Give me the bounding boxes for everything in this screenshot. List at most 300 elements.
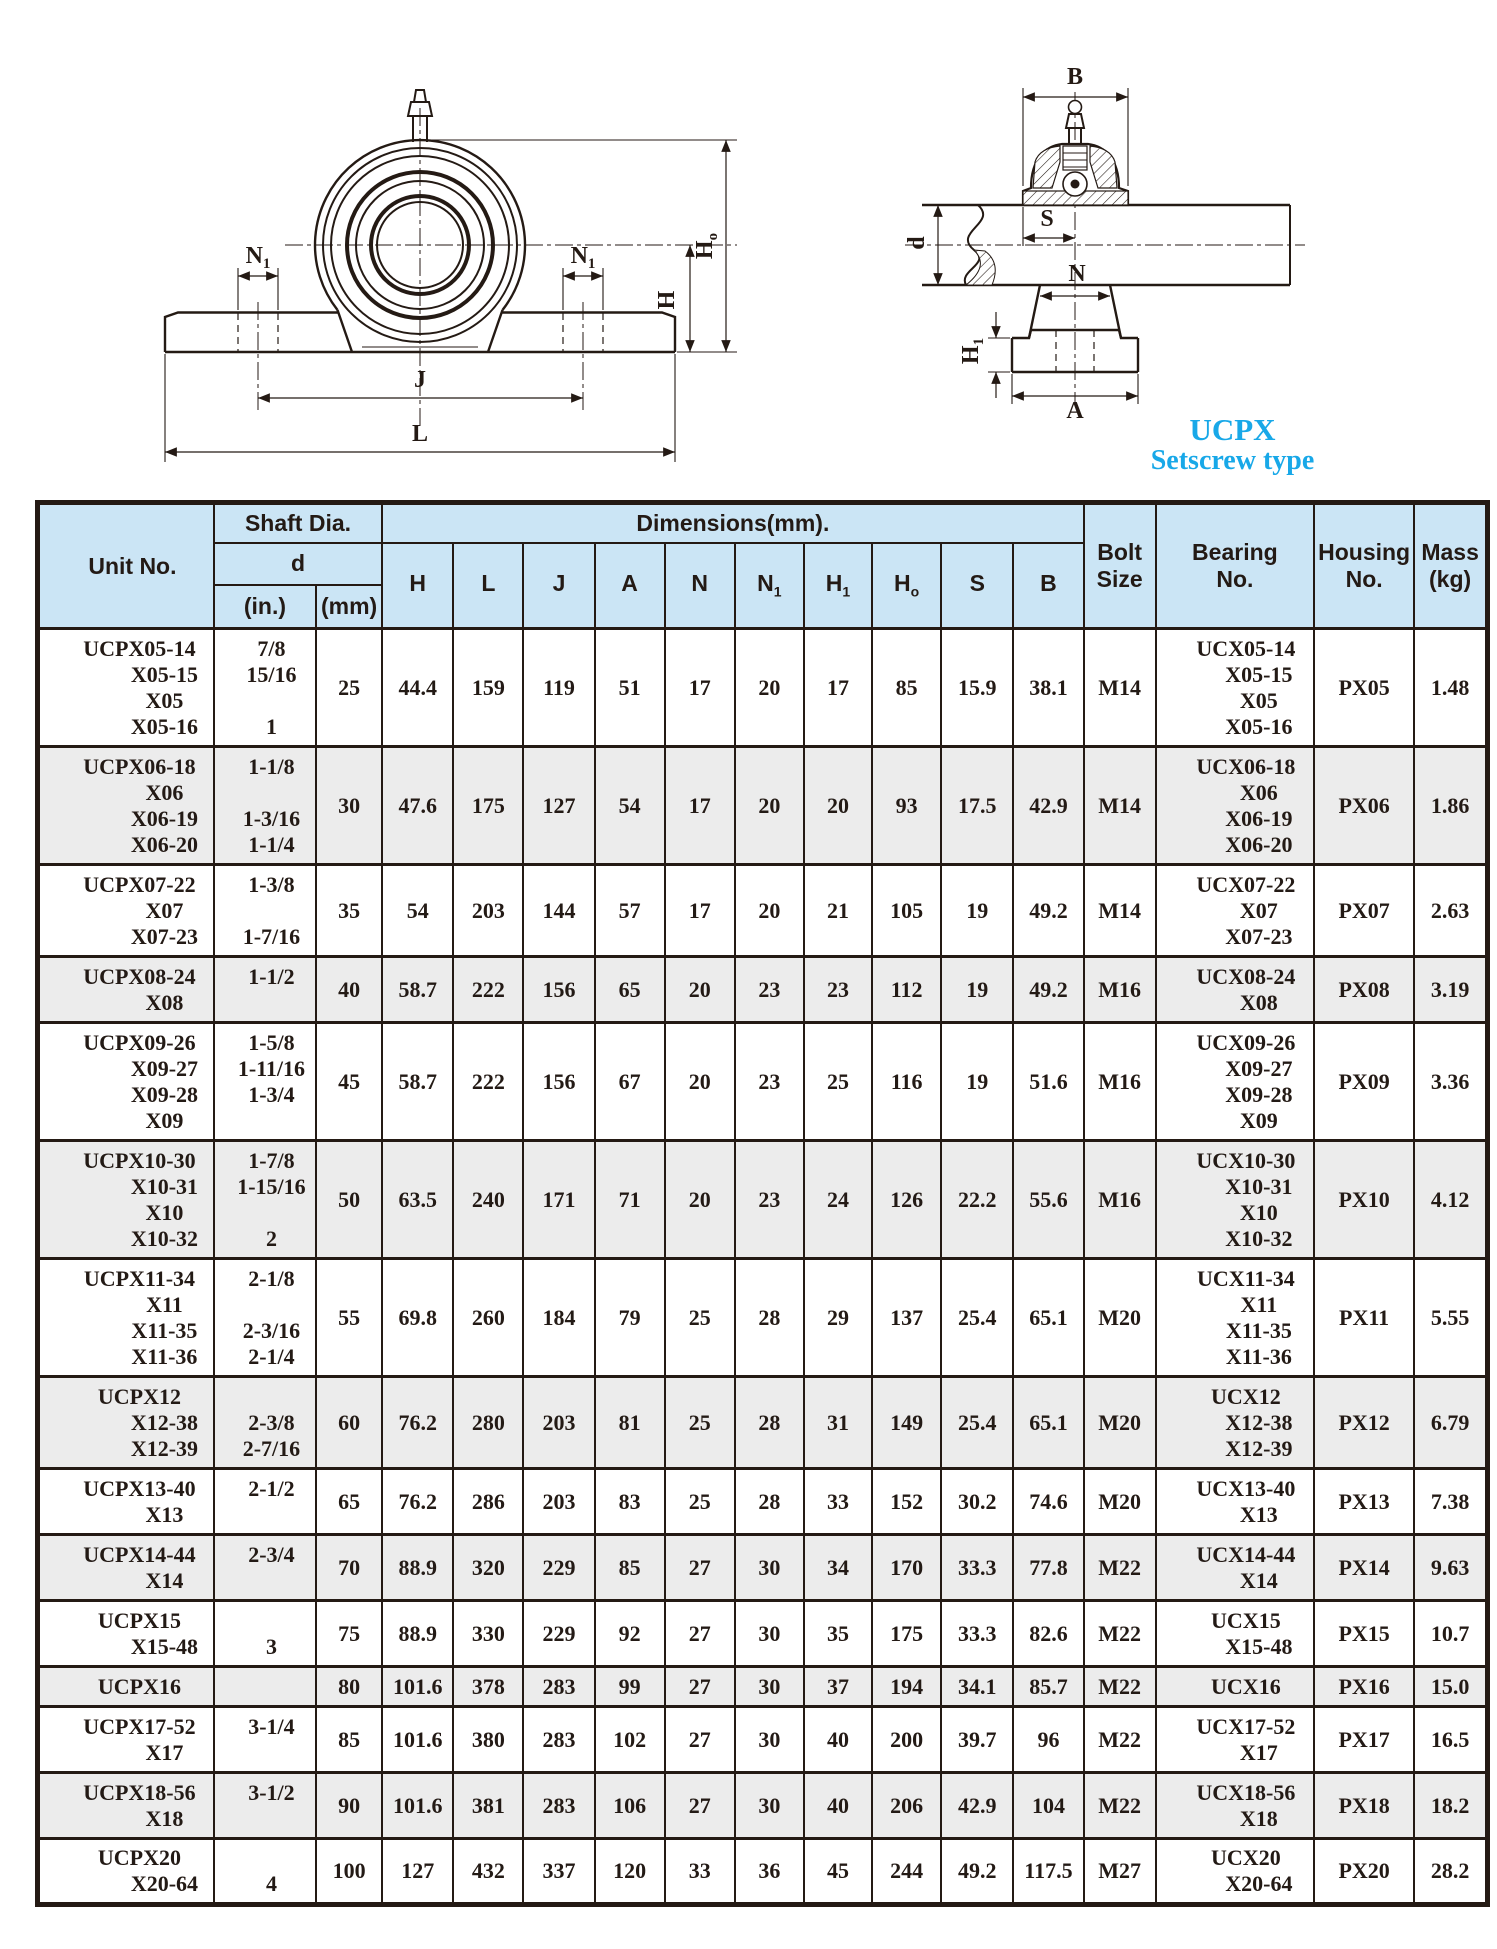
cell-dim-h: 54	[382, 865, 453, 957]
cell-housing-no: PX10	[1314, 1141, 1414, 1259]
cell-bearing-no: UCX17-52 X17	[1156, 1707, 1314, 1773]
cell-dim-s: 19	[941, 1023, 1013, 1141]
cell-dim-n1: 28	[735, 1469, 804, 1535]
header-mm: (mm)	[316, 585, 382, 629]
cell-unit-no: UCPX14-44 X14	[38, 1535, 214, 1601]
cell-shaft-dia-in: 7/8 15/16 1	[214, 629, 316, 747]
cell-dim-j: 156	[523, 1023, 594, 1141]
cell-dim-l: 378	[453, 1667, 523, 1707]
cell-shaft-dia-in: 3	[214, 1601, 316, 1667]
cell-dim-ho: 137	[872, 1259, 941, 1377]
cell-dim-a: 83	[595, 1469, 665, 1535]
series-name: UCPX	[1189, 412, 1276, 447]
header-d: d	[214, 543, 382, 585]
cell-mass: 10.7	[1414, 1601, 1487, 1667]
cell-unit-no: UCPX06-18 X06 X06-19 X06-20	[38, 747, 214, 865]
cell-dim-b: 77.8	[1013, 1535, 1083, 1601]
dim-label-n1-right: $N_1$	[570, 243, 596, 272]
cell-shaft-dia-in	[214, 1667, 316, 1707]
dim-label-n1-left: $N_1$	[245, 243, 271, 272]
header-dim-H: H	[382, 543, 453, 629]
cell-dim-a: 102	[595, 1707, 665, 1773]
cell-dim-n: 27	[665, 1601, 735, 1667]
cell-shaft-dia-mm: 30	[316, 747, 382, 865]
cell-dim-h1: 31	[804, 1377, 872, 1469]
cell-dim-a: 51	[595, 629, 665, 747]
table-row	[38, 1377, 1488, 1469]
header-dim-H1: $H_1$	[804, 543, 872, 629]
cell-dim-n: 20	[665, 1141, 735, 1259]
cell-dim-s: 25.4	[941, 1377, 1013, 1469]
cell-bearing-no: UCX20 X20-64	[1156, 1839, 1314, 1905]
cell-dim-n1: 20	[735, 747, 804, 865]
cell-dim-ho: 206	[872, 1773, 941, 1839]
cell-dim-h: 127	[382, 1839, 453, 1905]
cell-dim-b: 55.6	[1013, 1141, 1083, 1259]
cell-bolt-size: M22	[1084, 1707, 1156, 1773]
cell-housing-no: PX15	[1314, 1601, 1414, 1667]
cell-dim-ho: 244	[872, 1839, 941, 1905]
cell-dim-ho: 152	[872, 1469, 941, 1535]
cell-mass: 1.48	[1414, 629, 1487, 747]
cell-bearing-no: UCX16	[1156, 1667, 1314, 1707]
cell-shaft-dia-mm: 80	[316, 1667, 382, 1707]
cell-shaft-dia-mm: 90	[316, 1773, 382, 1839]
cell-dim-ho: 170	[872, 1535, 941, 1601]
cell-dim-b: 104	[1013, 1773, 1083, 1839]
cell-dim-h1: 34	[804, 1535, 872, 1601]
cell-dim-a: 79	[595, 1259, 665, 1377]
cell-dim-l: 203	[453, 865, 523, 957]
cell-dim-a: 57	[595, 865, 665, 957]
cell-mass: 6.79	[1414, 1377, 1487, 1469]
cell-bearing-no: UCX06-18 X06 X06-19 X06-20	[1156, 747, 1314, 865]
cell-dim-n: 20	[665, 1023, 735, 1141]
cell-dim-h1: 23	[804, 957, 872, 1023]
cell-dim-n1: 20	[735, 865, 804, 957]
cell-dim-ho: 105	[872, 865, 941, 957]
dim-label-h1: $H_1$	[958, 337, 987, 365]
cell-housing-no: PX14	[1314, 1535, 1414, 1601]
cell-dim-h: 88.9	[382, 1601, 453, 1667]
header-dim-B: B	[1013, 543, 1083, 629]
cell-dim-b: 74.6	[1013, 1469, 1083, 1535]
cell-dim-b: 96	[1013, 1707, 1083, 1773]
cell-dim-ho: 194	[872, 1667, 941, 1707]
cell-dim-n: 27	[665, 1707, 735, 1773]
dim-label-l: L	[411, 421, 429, 447]
cell-bearing-no: UCX05-14 X05-15 X05 X05-16	[1156, 629, 1314, 747]
header-dim-Ho: $H_o$	[872, 543, 941, 629]
cell-dim-ho: 85	[872, 629, 941, 747]
cell-dim-h: 69.8	[382, 1259, 453, 1377]
cell-mass: 2.63	[1414, 865, 1487, 957]
cell-dim-j: 119	[523, 629, 594, 747]
cell-dim-h: 47.6	[382, 747, 453, 865]
cell-bolt-size: M22	[1084, 1535, 1156, 1601]
cell-bolt-size: M14	[1084, 629, 1156, 747]
cell-dim-l: 280	[453, 1377, 523, 1469]
header-dim-S: S	[941, 543, 1013, 629]
cell-bearing-no: UCX10-30 X10-31 X10 X10-32	[1156, 1141, 1314, 1259]
cell-dim-j: 203	[523, 1377, 594, 1469]
cell-dim-j: 283	[523, 1707, 594, 1773]
cell-bolt-size: M14	[1084, 865, 1156, 957]
header-dim-N: N	[665, 543, 735, 629]
cell-dim-s: 19	[941, 957, 1013, 1023]
cell-housing-no: PX11	[1314, 1259, 1414, 1377]
cell-bearing-no: UCX12 X12-38 X12-39	[1156, 1377, 1314, 1469]
cell-dim-j: 127	[523, 747, 594, 865]
cell-dim-b: 49.2	[1013, 865, 1083, 957]
dim-label-a: A	[1066, 398, 1084, 424]
cell-dim-s: 42.9	[941, 1773, 1013, 1839]
cell-dim-n1: 23	[735, 1023, 804, 1141]
cell-shaft-dia-mm: 85	[316, 1707, 382, 1773]
cell-mass: 9.63	[1414, 1535, 1487, 1601]
table-row	[38, 747, 1488, 865]
cell-shaft-dia-in: 2-3/4	[214, 1535, 316, 1601]
dim-label-s: S	[1040, 206, 1054, 232]
header-dim-L: L	[453, 543, 523, 629]
series-caption	[1125, 414, 1340, 476]
series-type: Setscrew type	[1150, 445, 1315, 476]
cell-dim-h: 44.4	[382, 629, 453, 747]
cell-dim-a: 65	[595, 957, 665, 1023]
cell-dim-l: 222	[453, 957, 523, 1023]
header-dim-J: J	[523, 543, 594, 629]
cell-shaft-dia-mm: 50	[316, 1141, 382, 1259]
cell-bolt-size: M22	[1084, 1773, 1156, 1839]
cell-unit-no: UCPX20 X20-64	[38, 1839, 214, 1905]
table-row	[38, 1141, 1488, 1259]
cell-dim-b: 85.7	[1013, 1667, 1083, 1707]
cell-dim-n1: 23	[735, 1141, 804, 1259]
header-bolt-size: Bolt Size	[1084, 503, 1156, 629]
cell-dim-l: 380	[453, 1707, 523, 1773]
cell-dim-a: 67	[595, 1023, 665, 1141]
cell-shaft-dia-in: 2-3/8 2-7/16	[214, 1377, 316, 1469]
cell-dim-h: 88.9	[382, 1535, 453, 1601]
cell-dim-h1: 40	[804, 1707, 872, 1773]
cell-dim-n1: 28	[735, 1259, 804, 1377]
cell-bearing-no: UCX07-22 X07 X07-23	[1156, 865, 1314, 957]
cell-dim-l: 260	[453, 1259, 523, 1377]
cell-bolt-size: M22	[1084, 1601, 1156, 1667]
cell-dim-l: 286	[453, 1469, 523, 1535]
cell-dim-s: 34.1	[941, 1667, 1013, 1707]
cell-dim-h: 58.7	[382, 1023, 453, 1141]
cell-dim-ho: 175	[872, 1601, 941, 1667]
cell-dim-j: 229	[523, 1601, 594, 1667]
cell-dim-s: 33.3	[941, 1535, 1013, 1601]
cell-housing-no: PX06	[1314, 747, 1414, 865]
cell-dim-ho: 126	[872, 1141, 941, 1259]
cell-shaft-dia-in: 2-1/2	[214, 1469, 316, 1535]
cell-dim-h1: 35	[804, 1601, 872, 1667]
cell-shaft-dia-mm: 25	[316, 629, 382, 747]
cell-bolt-size: M20	[1084, 1377, 1156, 1469]
cell-housing-no: PX16	[1314, 1667, 1414, 1707]
cell-unit-no: UCPX09-26 X09-27 X09-28 X09	[38, 1023, 214, 1141]
cell-mass: 7.38	[1414, 1469, 1487, 1535]
side-view-drawing	[850, 35, 1320, 455]
cell-bolt-size: M16	[1084, 957, 1156, 1023]
header-shaft-dia: Shaft Dia.	[214, 503, 382, 543]
cell-dim-l: 159	[453, 629, 523, 747]
table-row	[38, 1259, 1488, 1377]
cell-dim-n1: 23	[735, 957, 804, 1023]
cell-bearing-no: UCX13-40 X13	[1156, 1469, 1314, 1535]
cell-dim-n1: 20	[735, 629, 804, 747]
cell-shaft-dia-in: 1-5/8 1-11/16 1-3/4	[214, 1023, 316, 1141]
cell-dim-h: 76.2	[382, 1377, 453, 1469]
cell-shaft-dia-mm: 55	[316, 1259, 382, 1377]
cell-bearing-no: UCX14-44 X14	[1156, 1535, 1314, 1601]
cell-dim-n: 17	[665, 747, 735, 865]
cell-mass: 5.55	[1414, 1259, 1487, 1377]
cell-dim-a: 92	[595, 1601, 665, 1667]
cell-unit-no: UCPX16	[38, 1667, 214, 1707]
cell-housing-no: PX07	[1314, 865, 1414, 957]
cell-dim-ho: 149	[872, 1377, 941, 1469]
table-row	[38, 1667, 1488, 1707]
cell-unit-no: UCPX15 X15-48	[38, 1601, 214, 1667]
cell-mass: 18.2	[1414, 1773, 1487, 1839]
cell-unit-no: UCPX18-56 X18	[38, 1773, 214, 1839]
dim-label-d: d	[904, 236, 930, 250]
cell-dim-b: 65.1	[1013, 1259, 1083, 1377]
front-view-drawing	[140, 35, 760, 480]
dim-label-n: N	[1068, 261, 1086, 287]
dim-label-h: H	[654, 290, 680, 310]
cell-mass: 16.5	[1414, 1707, 1487, 1773]
cell-dim-a: 99	[595, 1667, 665, 1707]
cell-dim-s: 33.3	[941, 1601, 1013, 1667]
cell-shaft-dia-mm: 100	[316, 1839, 382, 1905]
cell-dim-l: 320	[453, 1535, 523, 1601]
dim-label-j: J	[414, 367, 426, 393]
cell-dim-b: 65.1	[1013, 1377, 1083, 1469]
cell-shaft-dia-mm: 60	[316, 1377, 382, 1469]
cell-dim-n1: 30	[735, 1707, 804, 1773]
cell-mass: 1.86	[1414, 747, 1487, 865]
cell-dim-b: 38.1	[1013, 629, 1083, 747]
cell-shaft-dia-in: 3-1/4	[214, 1707, 316, 1773]
cell-shaft-dia-mm: 45	[316, 1023, 382, 1141]
header-dim-N1: $N_1$	[735, 543, 804, 629]
cell-dim-h1: 29	[804, 1259, 872, 1377]
cell-housing-no: PX17	[1314, 1707, 1414, 1773]
cell-bearing-no: UCX11-34 X11 X11-35 X11-36	[1156, 1259, 1314, 1377]
cell-dim-s: 49.2	[941, 1839, 1013, 1905]
cell-dim-a: 120	[595, 1839, 665, 1905]
cell-shaft-dia-mm: 70	[316, 1535, 382, 1601]
cell-dim-j: 283	[523, 1667, 594, 1707]
cell-unit-no: UCPX07-22 X07 X07-23	[38, 865, 214, 957]
cell-bolt-size: M22	[1084, 1667, 1156, 1707]
cell-dim-n: 25	[665, 1377, 735, 1469]
table-row	[38, 957, 1488, 1023]
cell-dim-s: 19	[941, 865, 1013, 957]
cell-unit-no: UCPX10-30 X10-31 X10 X10-32	[38, 1141, 214, 1259]
cell-dim-h1: 20	[804, 747, 872, 865]
cell-dim-s: 30.2	[941, 1469, 1013, 1535]
cell-dim-n1: 36	[735, 1839, 804, 1905]
header-dim-A: A	[595, 543, 665, 629]
cell-dim-l: 330	[453, 1601, 523, 1667]
header-in: (in.)	[214, 585, 316, 629]
cell-bolt-size: M16	[1084, 1141, 1156, 1259]
cell-mass: 28.2	[1414, 1839, 1487, 1905]
cell-dim-a: 54	[595, 747, 665, 865]
cell-housing-no: PX09	[1314, 1023, 1414, 1141]
cell-dim-h1: 33	[804, 1469, 872, 1535]
cell-dim-h: 76.2	[382, 1469, 453, 1535]
cell-unit-no: UCPX08-24 X08	[38, 957, 214, 1023]
cell-housing-no: PX08	[1314, 957, 1414, 1023]
cell-bearing-no: UCX15 X15-48	[1156, 1601, 1314, 1667]
table-row	[38, 1601, 1488, 1667]
cell-shaft-dia-mm: 35	[316, 865, 382, 957]
cell-dim-s: 39.7	[941, 1707, 1013, 1773]
cell-dim-l: 432	[453, 1839, 523, 1905]
cell-dim-n: 25	[665, 1469, 735, 1535]
header-unit-no: Unit No.	[38, 503, 214, 629]
cell-dim-j: 171	[523, 1141, 594, 1259]
cell-dim-s: 15.9	[941, 629, 1013, 747]
cell-unit-no: UCPX17-52 X17	[38, 1707, 214, 1773]
cell-dim-b: 82.6	[1013, 1601, 1083, 1667]
cell-bolt-size: M16	[1084, 1023, 1156, 1141]
cell-shaft-dia-in: 3-1/2	[214, 1773, 316, 1839]
cell-dim-n: 27	[665, 1667, 735, 1707]
cell-shaft-dia-mm: 40	[316, 957, 382, 1023]
cell-dim-j: 184	[523, 1259, 594, 1377]
cell-dim-n: 17	[665, 629, 735, 747]
cell-bearing-no: UCX09-26 X09-27 X09-28 X09	[1156, 1023, 1314, 1141]
table-row	[38, 865, 1488, 957]
cell-dim-l: 175	[453, 747, 523, 865]
cell-bolt-size: M20	[1084, 1469, 1156, 1535]
cell-dim-n: 27	[665, 1535, 735, 1601]
cell-shaft-dia-in: 1-7/8 1-15/16 2	[214, 1141, 316, 1259]
dim-label-b: B	[1066, 64, 1084, 90]
cell-bolt-size: M27	[1084, 1839, 1156, 1905]
cell-dim-ho: 112	[872, 957, 941, 1023]
table-row	[38, 1023, 1488, 1141]
cell-dim-n1: 30	[735, 1773, 804, 1839]
table-row	[38, 1469, 1488, 1535]
cell-dim-n: 33	[665, 1839, 735, 1905]
cell-dim-j: 144	[523, 865, 594, 957]
cell-dim-h1: 17	[804, 629, 872, 747]
header-bearing-no: Bearing No.	[1156, 503, 1314, 629]
cell-mass: 3.36	[1414, 1023, 1487, 1141]
cell-mass: 15.0	[1414, 1667, 1487, 1707]
cell-unit-no: UCPX11-34 X11 X11-35 X11-36	[38, 1259, 214, 1377]
table-row	[38, 629, 1488, 747]
table-row	[38, 1535, 1488, 1601]
cell-mass: 4.12	[1414, 1141, 1487, 1259]
cell-dim-h1: 40	[804, 1773, 872, 1839]
cell-dim-b: 42.9	[1013, 747, 1083, 865]
cell-shaft-dia-in: 2-1/8 2-3/16 2-1/4	[214, 1259, 316, 1377]
cell-unit-no: UCPX13-40 X13	[38, 1469, 214, 1535]
cell-dim-n1: 28	[735, 1377, 804, 1469]
header-dimensions: Dimensions(mm).	[382, 503, 1083, 543]
cell-bolt-size: M20	[1084, 1259, 1156, 1377]
cell-dim-h: 63.5	[382, 1141, 453, 1259]
cell-bearing-no: UCX18-56 X18	[1156, 1773, 1314, 1839]
cell-dim-b: 117.5	[1013, 1839, 1083, 1905]
cell-shaft-dia-in: 1-1/8 1-3/16 1-1/4	[214, 747, 316, 865]
cell-dim-n: 27	[665, 1773, 735, 1839]
cell-dim-h: 101.6	[382, 1667, 453, 1707]
cell-dim-h1: 45	[804, 1839, 872, 1905]
cell-mass: 3.19	[1414, 957, 1487, 1023]
cell-housing-no: PX20	[1314, 1839, 1414, 1905]
cell-housing-no: PX12	[1314, 1377, 1414, 1469]
cell-dim-b: 51.6	[1013, 1023, 1083, 1141]
cell-dim-a: 85	[595, 1535, 665, 1601]
cell-dim-n: 20	[665, 957, 735, 1023]
cell-shaft-dia-mm: 75	[316, 1601, 382, 1667]
cell-dim-b: 49.2	[1013, 957, 1083, 1023]
cell-dim-j: 156	[523, 957, 594, 1023]
cell-dim-s: 25.4	[941, 1259, 1013, 1377]
cell-dim-ho: 116	[872, 1023, 941, 1141]
cell-housing-no: PX13	[1314, 1469, 1414, 1535]
cell-dim-h: 101.6	[382, 1707, 453, 1773]
cell-dim-n1: 30	[735, 1535, 804, 1601]
spec-table-header	[38, 503, 1488, 629]
cell-shaft-dia-in: 4	[214, 1839, 316, 1905]
spec-table-body	[38, 629, 1488, 1905]
table-row	[38, 1839, 1488, 1905]
header-housing-no: Housing No.	[1314, 503, 1414, 629]
cell-dim-s: 17.5	[941, 747, 1013, 865]
cell-unit-no: UCPX05-14 X05-15 X05 X05-16	[38, 629, 214, 747]
cell-dim-h1: 21	[804, 865, 872, 957]
cell-dim-h: 58.7	[382, 957, 453, 1023]
cell-shaft-dia-in: 1-1/2	[214, 957, 316, 1023]
cell-dim-h1: 37	[804, 1667, 872, 1707]
dim-label-ho: $H_o$	[692, 232, 721, 260]
cell-shaft-dia-in: 1-3/8 1-7/16	[214, 865, 316, 957]
cell-dim-j: 229	[523, 1535, 594, 1601]
cell-unit-no: UCPX12 X12-38 X12-39	[38, 1377, 214, 1469]
table-row	[38, 1707, 1488, 1773]
cell-dim-n: 17	[665, 865, 735, 957]
cell-dim-n1: 30	[735, 1601, 804, 1667]
cell-bearing-no: UCX08-24 X08	[1156, 957, 1314, 1023]
cell-dim-j: 283	[523, 1773, 594, 1839]
cell-housing-no: PX18	[1314, 1773, 1414, 1839]
cell-dim-l: 381	[453, 1773, 523, 1839]
cell-dim-n: 25	[665, 1259, 735, 1377]
cell-dim-n1: 30	[735, 1667, 804, 1707]
table-row	[38, 1773, 1488, 1839]
cell-dim-h1: 24	[804, 1141, 872, 1259]
cell-dim-a: 81	[595, 1377, 665, 1469]
cell-dim-s: 22.2	[941, 1141, 1013, 1259]
cell-housing-no: PX05	[1314, 629, 1414, 747]
cell-dim-h1: 25	[804, 1023, 872, 1141]
cell-dim-a: 71	[595, 1141, 665, 1259]
spec-table	[35, 500, 1490, 1907]
cell-dim-j: 337	[523, 1839, 594, 1905]
